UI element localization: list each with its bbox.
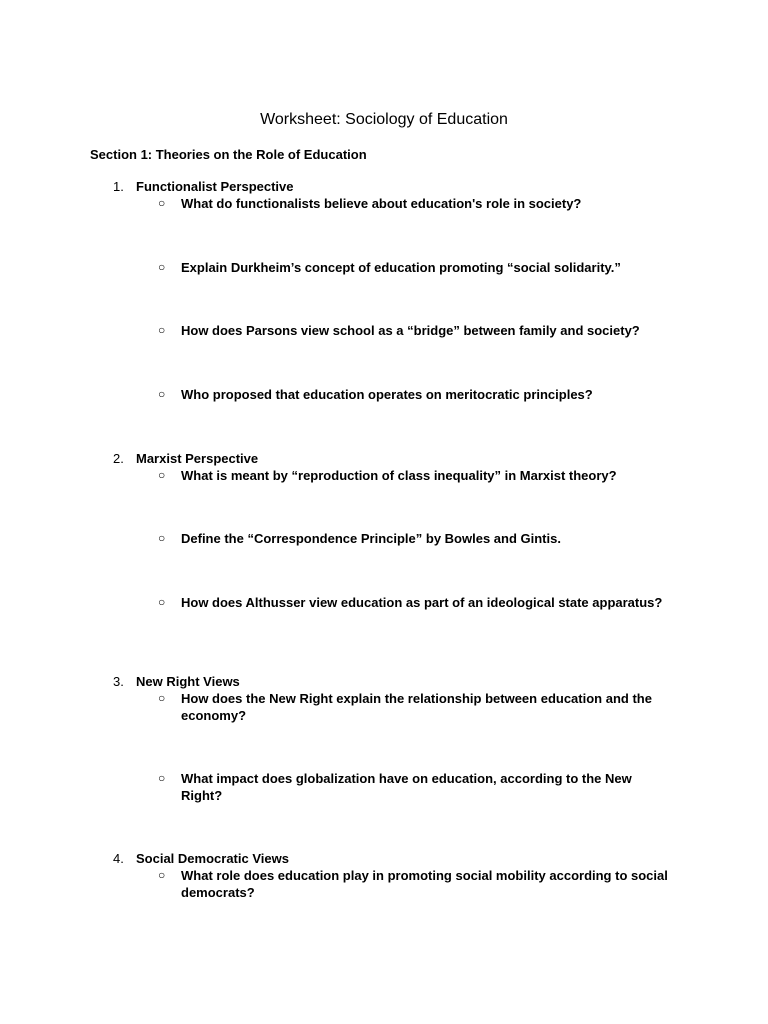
bullet-icon: ○ (158, 595, 166, 609)
list-item-new-right (113, 673, 240, 690)
list-item-marxist (113, 450, 258, 467)
question-text: How does the New Right explain the relationship between education and the economy? (181, 691, 652, 723)
list-item-social-democratic (113, 850, 289, 867)
list-number: 1. (113, 179, 124, 194)
page-title: Worksheet: Sociology of Education (260, 111, 508, 128)
list-label: Marxist Perspective (136, 451, 259, 466)
bullet-icon: ○ (158, 387, 166, 401)
question-text: Explain Durkheim’s concept of education promoting “social solidarity.” (181, 260, 621, 275)
bullet-icon: ○ (158, 468, 166, 482)
list-item-functionalist (113, 178, 294, 195)
section-heading: Section 1: Theories on the Role of Education (90, 147, 367, 162)
bullet-icon: ○ (158, 771, 166, 785)
question-text: What impact does globalization have on education, according to the New Right? (181, 771, 632, 803)
list-number: 3. (113, 674, 124, 689)
question-text: What do functionalists believe about education's role in society? (181, 196, 582, 211)
list-label: New Right Views (136, 674, 240, 689)
question-text: Define the “Correspondence Principle” by Bowles and Gintis. (181, 531, 561, 546)
question-text: What is meant by “reproduction of class inequality” in Marxist theory? (181, 468, 617, 483)
list-label: Social Democratic Views (136, 851, 289, 866)
list-number: 4. (113, 851, 124, 866)
question-text: How does Althusser view education as part of an ideological state apparatus? (181, 595, 663, 610)
list-number: 2. (113, 451, 124, 466)
question-text: Who proposed that education operates on meritocratic principles? (181, 387, 593, 402)
bullet-icon: ○ (158, 196, 166, 210)
list-label: Functionalist Perspective (136, 179, 294, 194)
bullet-icon: ○ (158, 868, 166, 882)
question-text: What role does education play in promoting social mobility according to social democrats? (181, 868, 668, 900)
bullet-icon: ○ (158, 260, 166, 274)
bullet-icon: ○ (158, 691, 166, 705)
question-text: How does Parsons view school as a “bridge” between family and society? (181, 323, 640, 338)
bullet-icon: ○ (158, 323, 166, 337)
bullet-icon: ○ (158, 531, 166, 545)
